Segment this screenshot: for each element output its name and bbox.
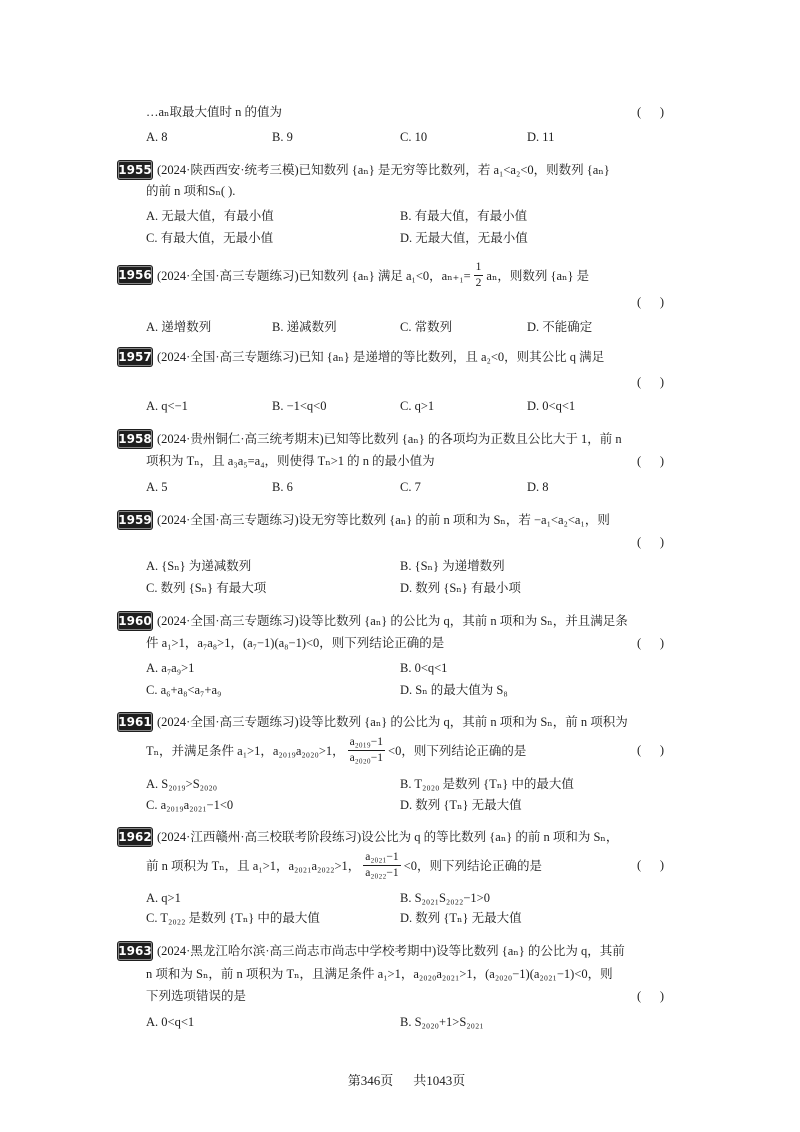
option-d: D. 8 (527, 480, 549, 494)
question-stem (146, 735, 526, 765)
option-b: B. {Sₙ} 为递增数列 (400, 559, 505, 573)
fraction-denominator: a₂₀₂₀−1 (349, 751, 384, 764)
total-pages: 共1043页 (413, 1073, 466, 1088)
question-number-badge: 1956 (118, 268, 152, 282)
question-number-badge: 1960 (118, 614, 152, 628)
option-c: C. 数列 {Sₙ} 有最大项 (146, 581, 267, 595)
answer-parenthesis: ( ) (637, 636, 665, 650)
stem-text: Tₙ，并满足条件 a₁>1，a₂₀₁₉a₂₀₂₀>1， (146, 744, 345, 758)
question-stem: (2024·贵州铜仁·高三统考期末)已知等比数列 {aₙ} 的各项均为正数且公比大于 1，前 n (157, 432, 622, 446)
question-stem: (2024·全国·高三专题练习)设等比数列 {aₙ} 的公比为 q，其前 n 项和为 Sₙ，前 n 项积为 (157, 715, 628, 729)
question-number-badge: 1963 (118, 944, 152, 958)
option-c: C. 7 (400, 480, 421, 494)
question-number-badge: 1961 (118, 715, 152, 729)
answer-parenthesis: ( ) (637, 858, 665, 872)
answer-parenthesis: ( ) (637, 105, 665, 119)
option-b: B. 9 (272, 130, 293, 144)
option-a: A. 0<q<1 (146, 1015, 195, 1029)
question-stem: 件 a₁>1，a₇a₈>1，(a₇−1)(a₈−1)<0，则下列结论正确的是 (146, 636, 445, 650)
question-stem: (2024·江西赣州·高三校联考阶段练习)设公比为 q 的等比数列 {aₙ} 的前 n 项和为 Sₙ， (157, 830, 619, 844)
option-c: C. a₆+a₈<a₇+a₉ (146, 683, 222, 697)
option-a: A. 5 (146, 480, 168, 494)
answer-parenthesis: ( ) (637, 375, 665, 389)
question-stem: (2024·黑龙江哈尔滨·高三尚志市尚志中学校考期中)设等比数列 {aₙ} 的公比为 q，其前 (157, 944, 625, 958)
question-stem: (2024·全国·高三专题练习)已知 {aₙ} 是递增的等比数列，且 a₂<0，则其公比 q 满足 (157, 350, 605, 364)
option-b: B. S₂₀₂₁S₂₀₂₂−1>0 (400, 891, 490, 905)
question-number-badge: 1958 (118, 432, 152, 446)
answer-parenthesis: ( ) (637, 295, 665, 309)
option-c: C. T₂₀₂₂ 是数列 {Tₙ} 中的最大值 (146, 911, 320, 925)
option-d: D. 数列 {Sₙ} 有最小项 (400, 581, 521, 595)
option-b: B. 有最大值，有最小值 (400, 209, 528, 223)
stem-text: 前 n 项积为 Tₙ，且 a₁>1，a₂₀₂₁a₂₀₂₂>1， (146, 859, 361, 873)
question-stem (157, 260, 589, 290)
option-d: D. 数列 {Tₙ} 无最大值 (400, 911, 522, 925)
option-a: A. q<−1 (146, 399, 188, 413)
option-a: A. {Sₙ} 为递减数列 (146, 559, 252, 573)
option-a: A. 8 (146, 130, 168, 144)
question-stem: 下列选项错误的是 (146, 989, 247, 1003)
answer-parenthesis: ( ) (637, 989, 665, 1003)
option-b: B. S₂₀₂₀+1>S₂₀₂₁ (400, 1015, 484, 1029)
option-c: C. 常数列 (400, 320, 453, 334)
option-d: D. 0<q<1 (527, 399, 576, 413)
option-d: D. 11 (527, 130, 555, 144)
option-d: D. 数列 {Tₙ} 无最大值 (400, 798, 522, 812)
fraction-denominator: a₂₀₂₂−1 (365, 866, 399, 879)
option-c: C. a₂₀₁₉a₂₀₂₁−1<0 (146, 798, 234, 812)
question-stem: (2024·全国·高三专题练习)设无穷等比数列 {aₙ} 的前 n 项和为 Sₙ，若 −a₁<a₂<a₁，则 (157, 513, 610, 527)
question-stem: 项积为 Tₙ，且 a₃a₅=a₄，则使得 Tₙ>1 的 n 的最小值为 (146, 454, 435, 468)
fraction (474, 261, 484, 290)
option-b: B. −1<q<0 (272, 399, 327, 413)
option-a: A. S₂₀₁₉>S₂₀₂₀ (146, 777, 218, 791)
question-stem: n 项和为 Sₙ，前 n 项积为 Tₙ，且满足条件 a₁>1，a₂₀₂₀a₂₀₂₁>1，(a₂₀₂₀−1)(a₂₀₂₁−1)<0，则 (146, 967, 613, 981)
fraction (363, 851, 400, 880)
question-stem: 的前 n 项和Sₙ( ). (146, 184, 236, 198)
option-d: D. Sₙ 的最大值为 S₈ (400, 683, 508, 697)
option-a: A. 递增数列 (146, 320, 212, 334)
option-d: D. 不能确定 (527, 320, 593, 334)
option-c: C. 有最大值，无最小值 (146, 231, 274, 245)
option-c: C. q>1 (400, 399, 435, 413)
fraction-numerator: a₂₀₁₉−1 (348, 736, 385, 751)
question-stem: (2024·全国·高三专题练习)设等比数列 {aₙ} 的公比为 q，其前 n 项和为 Sₙ，并且满足条 (157, 614, 628, 628)
option-a: A. a₇a₉>1 (146, 661, 195, 675)
answer-parenthesis: ( ) (637, 454, 665, 468)
fraction-numerator: 1 (474, 261, 484, 276)
option-a: A. 无最大值，有最小值 (146, 209, 274, 223)
fraction-denominator: 2 (475, 276, 482, 289)
stem-text: aₙ，则数列 {aₙ} 是 (486, 269, 590, 283)
question-stem: (2024·陕西西安·统考三模)已知数列 {aₙ} 是无穷等比数列，若 a₁<a₂<0，则数列 {aₙ} (157, 163, 610, 177)
answer-parenthesis: ( ) (637, 535, 665, 549)
question-number-badge: 1959 (118, 513, 152, 527)
option-a: A. q>1 (146, 891, 181, 905)
option-b: B. 6 (272, 480, 293, 494)
page-footer (0, 1054, 800, 1105)
question-stem: …aₙ取最大值时 n 的值为 (146, 105, 282, 119)
page-number: 第346页 (347, 1073, 394, 1088)
option-c: C. 10 (400, 130, 428, 144)
question-number-badge: 1957 (118, 350, 152, 364)
question-number-badge: 1955 (118, 163, 152, 177)
option-b: B. 递减数列 (272, 320, 337, 334)
option-d: D. 无最大值，无最小值 (400, 231, 528, 245)
option-b: B. 0<q<1 (400, 661, 448, 675)
option-b: B. T₂₀₂₀ 是数列 {Tₙ} 中的最大值 (400, 777, 574, 791)
question-number-badge: 1962 (118, 830, 152, 844)
stem-text: <0，则下列结论正确的是 (403, 859, 542, 873)
fraction-numerator: a₂₀₂₁−1 (363, 851, 400, 866)
question-stem (146, 850, 542, 880)
stem-text: <0，则下列结论正确的是 (388, 744, 527, 758)
stem-text: (2024·全国·高三专题练习)已知数列 {aₙ} 满足 a₁<0，aₙ₊₁= (157, 269, 471, 283)
fraction (348, 736, 385, 765)
answer-parenthesis: ( ) (637, 743, 665, 757)
